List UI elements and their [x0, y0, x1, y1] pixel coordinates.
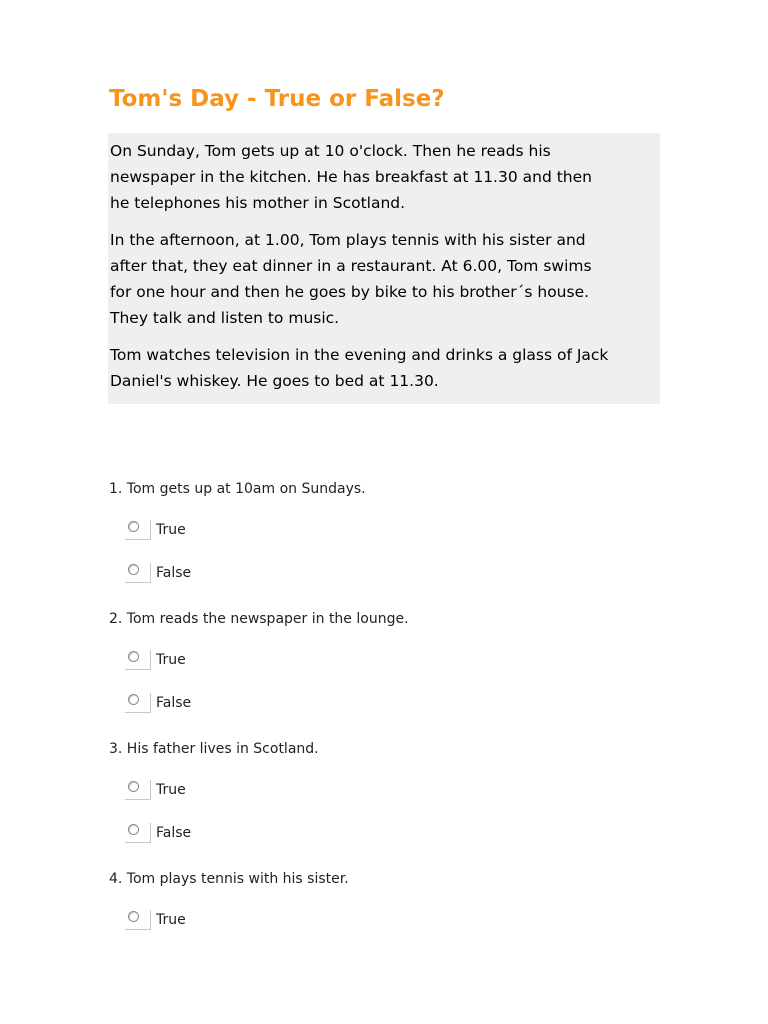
- question-4: [109, 868, 669, 998]
- radio-button[interactable]: [128, 694, 139, 705]
- question-3: [109, 738, 669, 868]
- radio-button[interactable]: [128, 911, 139, 922]
- story-paragraph: [110, 227, 658, 331]
- story-box: [108, 133, 660, 404]
- radio-button[interactable]: [128, 781, 139, 792]
- option-true[interactable]: [125, 649, 186, 671]
- story-line: Tom watches television in the evening and drinks a glass of Jack: [110, 346, 609, 364]
- story-line: On Sunday, Tom gets up at 10 o'clock. Then he reads his: [110, 142, 551, 160]
- option-false[interactable]: [125, 562, 191, 584]
- story-paragraph: [110, 342, 658, 394]
- radio-button[interactable]: [128, 564, 139, 575]
- radio-frame: [125, 823, 151, 843]
- option-label: True: [156, 782, 186, 798]
- option-label: False: [156, 825, 192, 841]
- quiz-questions: [109, 478, 669, 998]
- radio-frame: [125, 910, 151, 930]
- radio-button[interactable]: [128, 824, 139, 835]
- radio-frame: [125, 780, 151, 800]
- option-label: True: [156, 912, 186, 928]
- question-2: [109, 608, 669, 738]
- radio-frame: [125, 520, 151, 540]
- option-label: False: [156, 695, 192, 711]
- question-text: 1. Tom gets up at 10am on Sundays.: [109, 481, 366, 497]
- story-line: he telephones his mother in Scotland.: [110, 194, 406, 212]
- story-line: for one hour and then he goes by bike to his brother´s house.: [110, 283, 590, 301]
- radio-frame: [125, 650, 151, 670]
- option-label: True: [156, 522, 186, 538]
- radio-button[interactable]: [128, 651, 139, 662]
- option-label: True: [156, 652, 186, 668]
- radio-frame: [125, 693, 151, 713]
- question-text: 3. His father lives in Scotland.: [109, 741, 319, 757]
- story-line: In the afternoon, at 1.00, Tom plays tennis with his sister and: [110, 231, 586, 249]
- radio-button[interactable]: [128, 521, 139, 532]
- question-text: 4. Tom plays tennis with his sister.: [109, 871, 349, 887]
- option-true[interactable]: [125, 519, 186, 541]
- story-line: newspaper in the kitchen. He has breakfast at 11.30 and then: [110, 168, 592, 186]
- radio-frame: [125, 563, 151, 583]
- option-true[interactable]: [125, 779, 186, 801]
- page-title: Tom's Day - True or False?: [109, 86, 445, 112]
- question-1: [109, 478, 669, 608]
- question-text: 2. Tom reads the newspaper in the lounge.: [109, 611, 409, 627]
- option-true[interactable]: [125, 909, 186, 931]
- option-false[interactable]: [125, 692, 191, 714]
- story-line: after that, they eat dinner in a restaurant. At 6.00, Tom swims: [110, 257, 592, 275]
- story-paragraph: [110, 138, 658, 216]
- option-label: False: [156, 565, 192, 581]
- option-false[interactable]: [125, 822, 191, 844]
- story-line: Daniel's whiskey. He goes to bed at 11.30.: [110, 372, 439, 390]
- story-line: They talk and listen to music.: [110, 309, 340, 327]
